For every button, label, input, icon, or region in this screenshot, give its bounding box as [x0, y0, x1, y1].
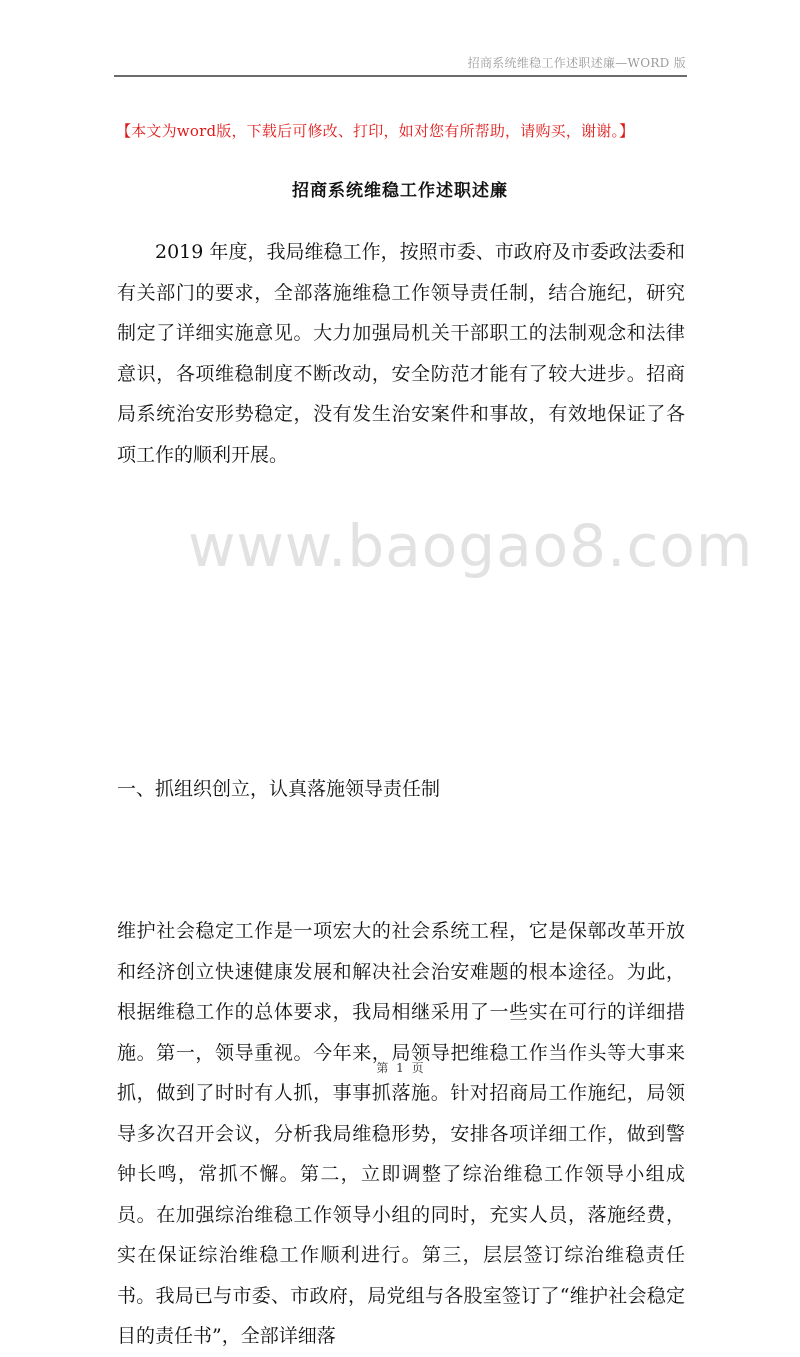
- purchase-notice: 【本文为word版，下载后可修改、打印，如对您有所帮助，请购买，谢谢。】: [116, 122, 635, 140]
- header-divider: [114, 75, 687, 77]
- page-number: 第 1 页: [376, 1061, 424, 1075]
- document-title: 招商系统维稳工作述职述廉: [292, 181, 508, 201]
- section-heading-1: 一、抓组织创立，认真落施领导责任制: [117, 778, 441, 800]
- running-header: 招商系统维稳工作述职述廉—WORD 版: [467, 56, 686, 70]
- section-1-paragraph: 维护社会稳定工作是一项宏大的社会系统工程，它是保鄣改革开放和经济创立快速健康发展和解决社会治安难题的根本途径。为此，根据维稳工作的总体要求，我局相继采用了一些实在可行的详细措施。第一，领导重视。今年来，局领导把维稳工作当作头等大事来抓，做到了时时有人抓，事事抓落施。针对招商局工作施纪，局领导多次召开会议，分析我局维稳形势，安排各项详细工作，做到警钟长鸣，常抓不懈。第二，立即调整了综治维稳工作领导小组成员。在加强综治维稳工作领导小组的同时，充实人员，落施经费，实在保证综治维稳工作顺利进行。第三，层层签订综治维稳责任书。我局已与市委、市政府，局党组与各股室签订了“维护社会稳定目的责任书”，全部详细落: [117, 920, 685, 1347]
- watermark: www.baogao8.com: [188, 512, 754, 580]
- intro-paragraph: 2019 年度，我局维稳工作，按照市委、市政府及市委政法委和有关部门的要求，全部落施维稳工作领导责任制，结合施纪，研究制定了详细实施意见。大力加强局机关干部职工的法制观念和法律意识，各项维稳制度不断改动，安全防范才能有了较大进步。招商局系统治安形势稳定，没有发生治安案件和事故，有效地保证了各项工作的顺利开展。: [117, 241, 685, 466]
